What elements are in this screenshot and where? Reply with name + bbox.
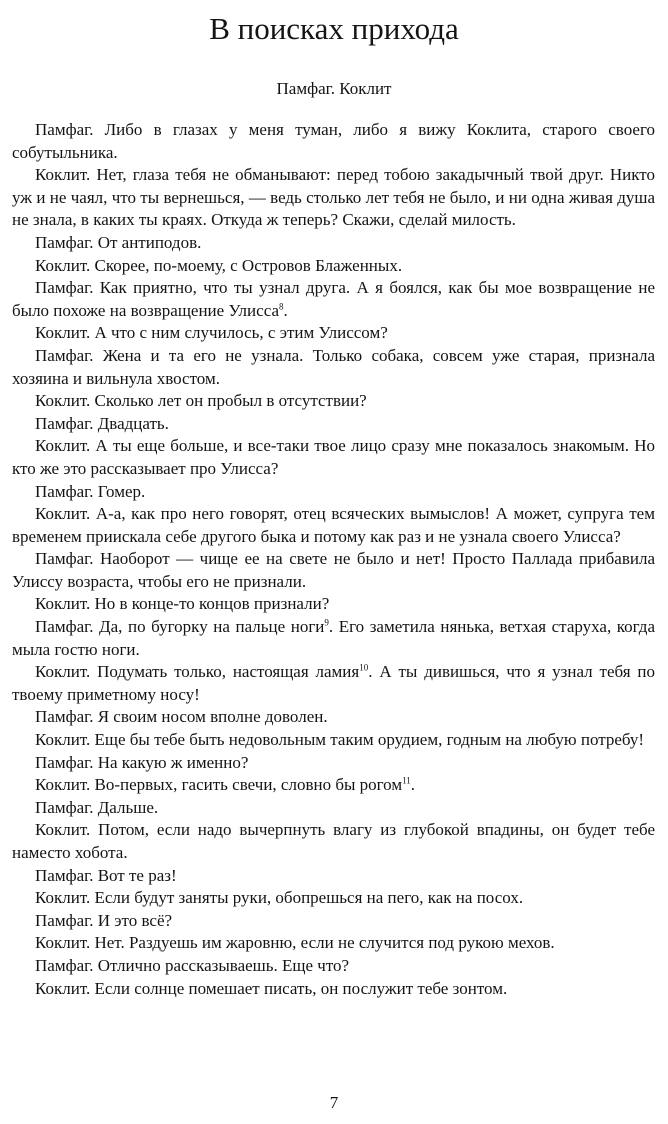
dialogue-line: Коклит. Потом, если надо вычерпнуть влагу из глубокой впадины, он будет тебе наместо хобота. — [12, 820, 655, 862]
dialogue-line: Памфаг. Жена и та его не узнала. Только собака, совсем уже старая, признала хозяина и вильнула хвостом. — [12, 345, 655, 388]
dialogue-line: Коклит. Если солнце помешает писать, он послужит тебе зонтом. — [35, 978, 508, 998]
dialogue-line: Памфаг. Дальше. — [35, 797, 159, 817]
dialogue-line: Коклит. А что с ним случилось, с этим Улиссом? — [35, 323, 388, 343]
page-title: В поисках прихода — [209, 11, 459, 46]
footnote-marker: 8 — [279, 301, 284, 312]
page-number: 7 — [329, 1093, 339, 1112]
dialogue-line: Коклит. Еще бы тебе быть недовольным таким орудием, годным на любую потребу! — [35, 730, 645, 750]
dialogue-line: Памфаг. Отлично рассказываешь. Еще что? — [35, 955, 350, 975]
dialogue-line: Памфаг. Вот те раз! — [35, 865, 177, 885]
dialogue-line: Коклит. А-а, как про него говорят, отец всяческих вымыслов! А может, супруга тем временем приискала себе другого быка и потому как раз и не узнала своего Улисса? — [12, 504, 655, 546]
dialogue-line: Коклит. Скорее, по-моему, с Островов Блаженных. — [35, 255, 403, 275]
footnote-marker: 10 — [359, 662, 369, 673]
dialogue-line: Памфаг. Наоборот — чище ее на свете не было и нет! Просто Паллада прибавила Улиссу возраста, чтобы его не признали. — [12, 549, 655, 591]
dialogue-line: Коклит. Подумать только, настоящая ламия$^{10}$. А ты дивишься, что я узнал тебя по твоему приметному носу! — [12, 662, 655, 704]
dialogue-line: Памфаг. На какую ж именно? — [35, 752, 249, 772]
footnote-marker: 9 — [324, 617, 329, 628]
dialogue-line: Коклит. Сколько лет он пробыл в отсутствии? — [35, 391, 367, 411]
dialogue-line: Памфаг. И это всё? — [35, 910, 173, 930]
dialogue-line: Памфаг. Я своим носом вполне доволен. — [35, 707, 328, 727]
dialogue-text — [12, 119, 655, 1000]
dialogue-line: Коклит. Но в конце-то концов признали? — [35, 594, 330, 614]
dialogue-line: Памфаг. Либо в глазах у меня туман, либо я вижу Коклита, старого своего собутыльника. — [12, 120, 655, 162]
dialogue-line: Памфаг. Гомер. — [35, 481, 146, 501]
dialogue-line: Коклит. А ты еще больше, и все-таки твое лицо сразу мне показалось знакомым. Но кто же это рассказывает про Улисса? — [12, 436, 655, 478]
dialogue-line: Коклит. Нет, глаза тебя не обманывают: перед тобою закадычный твой друг. Никто уж и не чаял, что ты вернешься, — ведь столько лет тебя не было, и ни одна живая душа не знала, в каких ты краях. Откуда ж теперь? Скажи, сделай милость. — [12, 165, 655, 230]
dialogue-line: Коклит. Нет. Раздуешь им жаровню, если не случится под рукою мехов. — [35, 933, 555, 953]
dialogue-participants: Памфаг. Коклит — [276, 79, 392, 98]
dialogue-line: Памфаг. Да, по бугорку на пальце ноги$^9$. Его заметила нянька, ветхая старуха, когда мыла гостю ноги. — [12, 617, 655, 659]
dialogue-line: Коклит. Если будут заняты руки, обопрешься на пего, как на посох. — [35, 888, 524, 908]
footnote-marker: 11 — [402, 775, 411, 786]
dialogue-line: Памфаг. Как приятно, что ты узнал друга. А я боялся, как бы мое возвращение не было похоже на возвращение Улисса$^8$. — [12, 278, 655, 320]
dialogue-line: Коклит. Во-первых, гасить свечи, словно бы рогом$^{11}$. — [35, 775, 416, 795]
dialogue-line: Памфаг. Двадцать. — [35, 413, 169, 433]
dialogue-line: Памфаг. От антиподов. — [35, 232, 202, 252]
